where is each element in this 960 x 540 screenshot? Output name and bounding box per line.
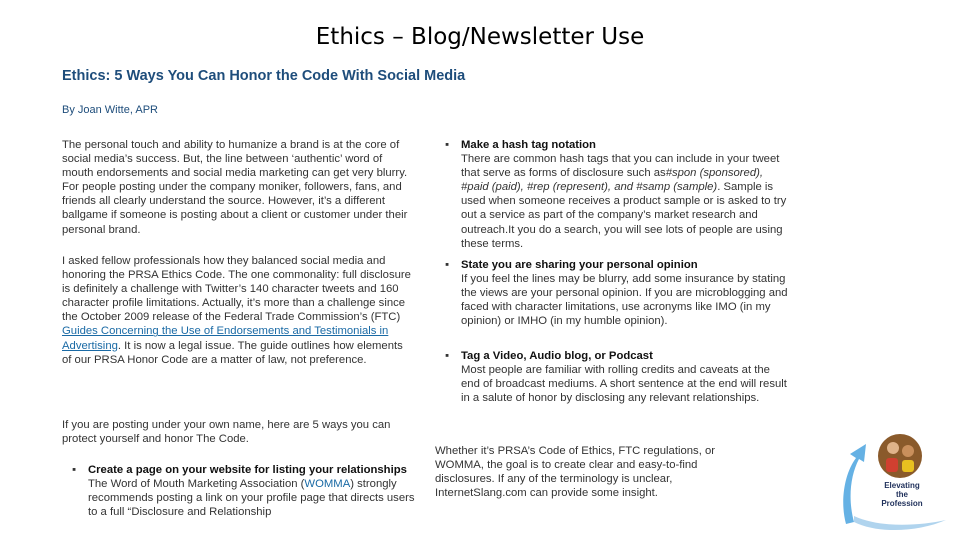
bullet-personal-opinion-body: If you feel the lines may be blurry, add some insurance by stating the views are your personal opinion. If you are microblogging and faced with character limitations, use acronyms like IMO (in my opinion) or IMHO (in my humble opinion). (461, 273, 788, 328)
person-body-icon (886, 458, 898, 472)
bullet-dot: ▪ (445, 139, 450, 151)
ftc-guides-link[interactable]: Guides Concerning the Use of Endorsements and Testimonials in Advertising (62, 325, 389, 352)
article-byline: By Joan Witte, APR (62, 104, 158, 116)
slide-title: Ethics – Blog/Newsletter Use (315, 24, 645, 50)
intro-paragraph: The personal touch and ability to humanize a brand is at the core of social media’s success. But, the line between ‘authentic’ word of mouth endorsements and social media marketing can get very blurry. For people posting under the company moniker, followers, fans, and friends all clearly understand the source. However, it’s a different ballgame if someone is posting about a client or customer under their personal brand. (62, 139, 408, 236)
bullet-personal-opinion (435, 258, 790, 328)
article-screenshot (56, 64, 790, 526)
swoosh-tail-icon (854, 516, 946, 530)
bullet-hash-tag-heading: Make a hash tag notation (461, 139, 596, 151)
ways-intro-paragraph: If you are posting under your own name, here are 5 ways you can protect yourself and honor The Code. (62, 419, 391, 446)
womma-link[interactable]: WOMMA (304, 478, 351, 491)
bullet-tag-video (435, 349, 790, 405)
bullet-create-page-body (88, 477, 422, 519)
bullet-hash-tag-body-start: There are common hash tags that you can include in your tweet that serve as forms of disclosure such as (461, 153, 780, 180)
swoosh-arrow-icon (843, 444, 866, 524)
closing-paragraph: Whether it’s PRSA’s Code of Ethics, FTC regulations, or WOMMA, the goal is to create clear and easy-to-find disclosures. If any of the terminology is unclear, InternetSlang.com can provide some insight. (435, 445, 716, 500)
logo-text-line2: the (896, 490, 908, 499)
article-title: Ethics: 5 Ways You Can Honor the Code With Social Media (62, 68, 466, 84)
person-head-icon (902, 445, 914, 457)
bullet-tag-video-body: Most people are familiar with rolling credits and caveats at the end of broadcast mediums. A short sentence at the end will result in a salute of honor by disclosing any relevant relationships. (461, 364, 787, 405)
bullet-create-page-body-end: ) strongly recommends posting a link on your profile page that directs users to a full “Disclosure and Relationship (88, 478, 415, 519)
fdc-paragraph (62, 254, 412, 367)
bullet-tag-video-heading: Tag a Video, Audio blog, or Podcast (461, 350, 653, 362)
fdc-paragraph-end: . It is now a legal issue. The guide outlines how elements of our PRSA Honor Code are a matter of law, not preference. (62, 339, 403, 366)
bullet-dot: ▪ (445, 350, 450, 362)
bullet-hash-tag-body-end: . Sample is used when someone receives a product sample or is asked to try out a service as part of the company’s market research and outreach.It you do a search, you will see lots of people are using these terms. (461, 181, 787, 250)
people-photo-icon (878, 434, 922, 478)
bullet-hash-tag-body (461, 152, 790, 251)
bullet-hash-tag-tags: #spon (sponsored), #paid (paid), #rep (represent), and #samp (sample) (461, 167, 764, 194)
bullet-create-page-heading: Create a page on your website for listing your relationships (88, 464, 407, 476)
logo-text-line1: Elevating (884, 481, 920, 490)
bullet-personal-opinion-heading: State you are sharing your personal opinion (461, 259, 698, 271)
bullet-dot: ▪ (445, 259, 450, 271)
bullet-create-page-body-start: The Word of Mouth Marketing Association ( (88, 478, 305, 491)
elevating-the-profession-logo (838, 424, 950, 534)
person-body-icon (902, 460, 914, 472)
person-head-icon (887, 442, 899, 454)
bullet-hash-tag (435, 138, 790, 251)
fdc-paragraph-start: I asked fellow professionals how they balanced social media and honoring the PRSA Ethics Code. The one commonality: full disclosure is definitely a challenge with Twitter’s 140 character tweets and 160 character profile limitations. Actually, it’s more than a challenge since the October 2009 release of the Federal Trade Commission’s (FTC) (62, 255, 411, 324)
bullet-dot: ▪ (72, 464, 77, 476)
bullet-create-page (62, 463, 422, 519)
logo-text-line3: Profession (881, 499, 923, 508)
